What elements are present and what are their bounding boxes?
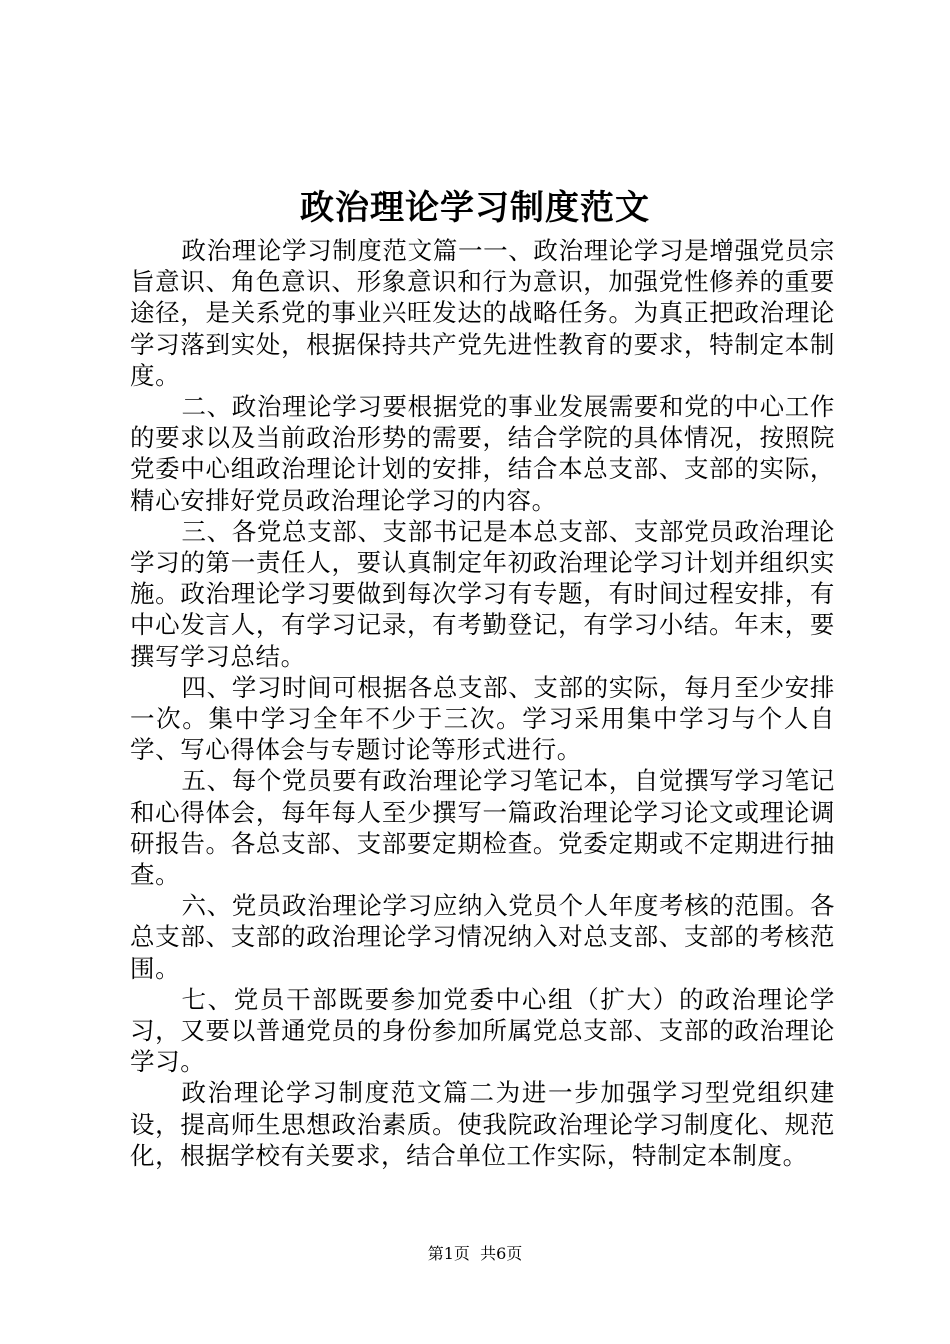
- paragraph: 三、各党总支部、支部书记是本总支部、支部党员政治理论学习的第一责任人，要认真制定年初政治理论学习计划并组织实施。政治理论学习要做到每次学习有专题，有时间过程安排，有中心发言人，有学习记录，有考勤登记，有学习小结。年末，要撰写学习总结。: [130, 516, 835, 671]
- footer-spacer: [470, 1244, 480, 1263]
- paragraph: 六、党员政治理论学习应纳入党员个人年度考核的范围。各总支部、支部的政治理论学习情况纳入对总支部、支部的考核范围。: [130, 891, 835, 983]
- paragraph: 七、党员干部既要参加党委中心组（扩大）的政治理论学习，又要以普通党员的身份参加所属党总支部、支部的政治理论学习。: [130, 984, 835, 1077]
- page-total: 共6页: [480, 1244, 523, 1263]
- paragraph: 四、学习时间可根据各总支部、支部的实际，每月至少安排一次。集中学习全年不少于三次。学习采用集中学习与个人自学、写心得体会与专题讨论等形式进行。: [130, 672, 835, 765]
- document-title: 政治理论学习制度范文: [300, 188, 650, 228]
- page-number: 第1页: [427, 1244, 470, 1263]
- paragraph: 政治理论学习制度范文篇一一、政治理论学习是增强党员宗旨意识、角色意识、形象意识和行为意识，加强党性修养的重要途径，是关系党的事业兴旺发达的战略任务。为真正把政治理论学习落到实处，根据保持共产党先进性教育的要求，特制定本制度。: [130, 236, 835, 390]
- paragraph: 政治理论学习制度范文篇二为进一步加强学习型党组织建设，提高师生思想政治素质。使我院政治理论学习制度化、规范化，根据学校有关要求，结合单位工作实际，特制定本制度。: [130, 1078, 835, 1170]
- paragraph: 二、政治理论学习要根据党的事业发展需要和党的中心工作的要求以及当前政治形势的需要，结合学院的具体情况，按照院党委中心组政治理论计划的安排，结合本总支部、支部的实际，精心安排好党员政治理论学习的内容。: [130, 392, 835, 515]
- document-body: [130, 235, 835, 1171]
- paragraph: 五、每个党员要有政治理论学习笔记本，自觉撰写学习笔记和心得体会，每年每人至少撰写一篇政治理论学习论文或理论调研报告。各总支部、支部要定期检查。党委定期或不定期进行抽查。: [130, 766, 835, 890]
- page-footer: [0, 1243, 950, 1265]
